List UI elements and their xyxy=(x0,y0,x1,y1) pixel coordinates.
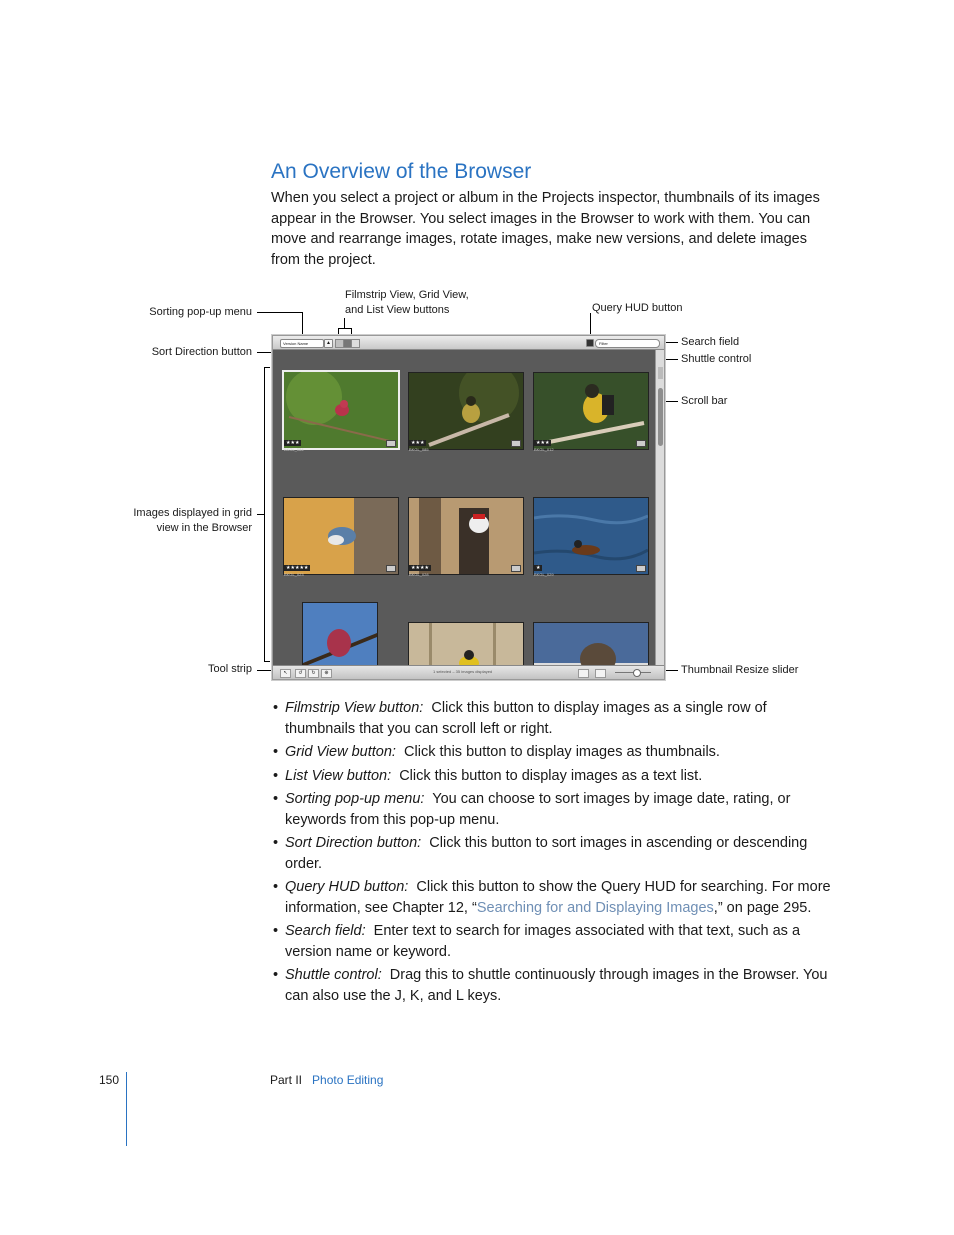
shuttle-control[interactable] xyxy=(658,367,663,379)
callout-view-buttons: Filmstrip View, Grid View, and List View buttons xyxy=(345,289,469,316)
browser-toolbar xyxy=(273,336,664,350)
bracket-line xyxy=(264,367,270,368)
sort-direction-button[interactable]: ▲ xyxy=(324,339,333,348)
thumbnail[interactable] xyxy=(533,497,649,575)
thumbnail[interactable] xyxy=(408,497,524,575)
rating-badge: ★★★ xyxy=(411,440,425,446)
thumbnail[interactable] xyxy=(283,497,399,575)
callout-images-grid: Images displayed in grid view in the Browser xyxy=(133,507,252,534)
thumbnail-name: BKGL_029 xyxy=(534,572,554,577)
footer-part xyxy=(270,1073,383,1087)
callout-shuttle-control: Shuttle control xyxy=(681,353,752,365)
version-badge-icon xyxy=(511,440,521,447)
part-label: Part II xyxy=(270,1073,303,1087)
version-badge-icon xyxy=(636,440,646,447)
thumbnail-name: BKGL_085 xyxy=(409,447,429,452)
list-item: • Filmstrip View button: Click this button to display images as a single row of thumbnails that you can scroll left or right. xyxy=(271,698,831,739)
status-text: 1 selected – 35 images displayed xyxy=(433,669,493,674)
callout-tool-strip: Tool strip xyxy=(207,663,252,675)
bird-photo-icon xyxy=(284,372,398,448)
list-view-button[interactable] xyxy=(351,339,360,348)
part-name-link[interactable]: Photo Editing xyxy=(312,1073,384,1087)
rating-badge: ★★★ xyxy=(536,440,550,446)
thumbnail[interactable] xyxy=(533,622,649,665)
thumbnail[interactable] xyxy=(408,372,524,450)
callout-search-field: Search field xyxy=(681,336,740,348)
viewer-mode-icon[interactable] xyxy=(578,669,589,678)
thumbnail-name: BKGL_012 xyxy=(534,447,554,452)
leader-line xyxy=(257,312,303,313)
cross-reference-link[interactable]: Searching for and Displaying Images xyxy=(476,899,714,916)
version-badge-icon xyxy=(636,565,646,572)
bird-photo-icon xyxy=(303,603,377,665)
callout-scroll-bar: Scroll bar xyxy=(681,395,728,407)
leader-line xyxy=(338,328,352,329)
version-badge-icon xyxy=(386,565,396,572)
sorting-popup-menu[interactable]: Version Name xyxy=(280,339,324,348)
scroll-thumb[interactable] xyxy=(658,388,663,446)
rotate-right-icon[interactable]: ↻ xyxy=(308,669,319,678)
thumbnail-name: BKGL_084 xyxy=(284,447,304,452)
scroll-bar[interactable] xyxy=(655,350,664,665)
thumbnail-name: BKGL_028 xyxy=(409,572,429,577)
list-item: • Search field: Enter text to search for images associated with that text, such as a version name or keyword. xyxy=(271,921,831,962)
list-item: • Sorting pop-up menu: You can choose to sort images by image date, rating, or keywords from this pop-up menu. xyxy=(271,789,831,830)
rating-badge: ★★★★ xyxy=(411,565,429,571)
thumbnail[interactable] xyxy=(282,370,400,450)
thumbnail[interactable] xyxy=(408,622,524,665)
list-item: • Sort Direction button: Click this button to sort images in ascending or descending order. xyxy=(271,833,831,874)
version-badge-icon xyxy=(386,440,396,447)
rating-badge: ★★★★★ xyxy=(286,565,309,571)
metadata-overlay-icon[interactable] xyxy=(595,669,606,678)
list-item: • Query HUD button: Click this button to show the Query HUD for searching. For more information, see Chapter 12, “Searching for and Displaying Images,” on page 295. xyxy=(271,877,831,918)
callout-thumbnail-resize: Thumbnail Resize slider xyxy=(681,664,799,676)
list-item: • Grid View button: Click this button to display images as thumbnails. xyxy=(271,742,831,763)
callout-sort-direction: Sort Direction button xyxy=(151,346,252,358)
bird-photo-icon xyxy=(534,623,648,665)
callout-sorting-popup: Sorting pop-up menu xyxy=(149,306,252,318)
bird-photo-icon xyxy=(534,373,648,449)
bullet-list xyxy=(271,698,831,1009)
callout-query-hud: Query HUD button xyxy=(592,302,683,314)
version-badge-icon xyxy=(511,565,521,572)
footer-divider xyxy=(126,1072,127,1146)
bird-photo-icon xyxy=(534,498,648,574)
leader-line xyxy=(344,318,345,328)
select-tool-icon[interactable]: ↖ xyxy=(280,669,291,678)
rating-badge: ★★★ xyxy=(286,440,300,446)
leader-line xyxy=(257,514,265,515)
bird-photo-icon xyxy=(409,623,523,665)
bird-photo-icon xyxy=(409,498,523,574)
list-item: • List View button: Click this button to display images as a text list. xyxy=(271,766,831,787)
intro-paragraph: When you select a project or album in the Projects inspector, thumbnails of its images appear in the Browser. You select images in the Browser to work with them. You can move and rearrange images, rotate images, make new versions, and delete images from the project. xyxy=(271,190,820,268)
leader-line xyxy=(257,670,271,671)
list-item: • Shuttle control: Drag this to shuttle continuously through images in the Browser. You can also use the J, K, and L keys. xyxy=(271,965,831,1006)
bird-photo-icon xyxy=(409,373,523,449)
thumbnail[interactable] xyxy=(533,372,649,450)
page-title: An Overview of the Browser xyxy=(271,160,532,183)
thumbnail-name: BKGL_023 xyxy=(284,572,304,577)
thumbnail-grid xyxy=(274,350,654,665)
rotate-left-icon[interactable]: ↺ xyxy=(295,669,306,678)
lift-stamp-icon[interactable]: ⊕ xyxy=(321,669,332,678)
thumbnail-resize-knob[interactable] xyxy=(633,669,641,677)
tool-strip xyxy=(273,665,664,679)
thumbnail[interactable] xyxy=(302,602,378,665)
bracket-line xyxy=(264,661,270,662)
bird-photo-icon xyxy=(284,498,398,574)
search-field[interactable]: Filter xyxy=(595,339,660,348)
page-number: 150 xyxy=(99,1073,120,1087)
browser-window xyxy=(272,335,665,680)
rating-badge: ★ xyxy=(536,565,541,571)
query-hud-button[interactable] xyxy=(586,339,594,347)
